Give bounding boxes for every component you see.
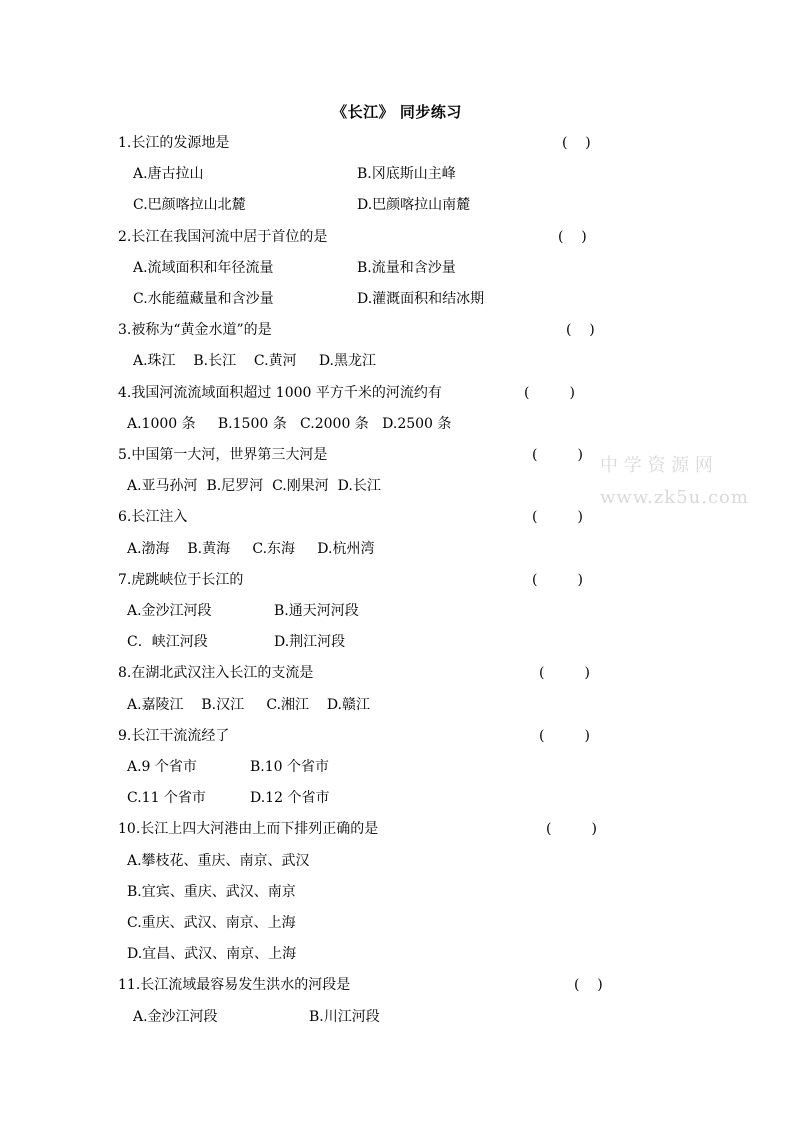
- question-9-answer-blank: ( ): [539, 728, 590, 744]
- question-3-stem: 3.被称为“黄金水道”的是: [118, 322, 272, 338]
- question-10-option-c: C.重庆、武汉、南京、上海: [127, 915, 296, 931]
- question-2-option-b: B.流量和含沙量: [357, 260, 456, 276]
- question-9-option-b: B.10 个省市: [250, 759, 330, 775]
- question-2-option-a: A.流域面积和年径流量: [133, 260, 274, 276]
- question-7-option-a: A.金沙江河段: [127, 603, 212, 619]
- question-10-option-a: A.攀枝花、重庆、南京、武汉: [127, 853, 310, 869]
- question-1-option-d: D.巴颜喀拉山南麓: [357, 197, 471, 213]
- question-4-answer-blank: ( ): [524, 385, 575, 401]
- question-9-option-d: D.12 个省市: [250, 790, 330, 806]
- question-2-answer-blank: ( ): [558, 229, 587, 245]
- question-11-option-b: B.川江河段: [309, 1009, 380, 1025]
- question-8-stem: 8.在湖北武汉注入长江的支流是: [118, 665, 314, 681]
- question-11-option-a: A.金沙江河段: [133, 1009, 218, 1025]
- question-1-option-c: C.巴颜喀拉山北麓: [133, 197, 246, 213]
- question-7-answer-blank: ( ): [532, 572, 583, 588]
- question-7-option-b: B.通天河河段: [274, 603, 359, 619]
- question-6-options: A.渤海 B.黄海 C.东海 D.杭州湾: [127, 541, 375, 557]
- question-3-answer-blank: ( ): [566, 322, 595, 338]
- question-10-option-d: D.宜昌、武汉、南京、上海: [127, 946, 297, 962]
- question-10-stem: 10.长江上四大河港由上而下排列正确的是: [118, 821, 379, 837]
- question-10-answer-blank: ( ): [546, 821, 597, 837]
- question-9-option-a: A.9 个省市: [127, 759, 197, 775]
- question-5-stem: 5.中国第一大河，世界第三大河是: [118, 447, 328, 463]
- question-2-stem: 2.长江在我国河流中居于首位的是: [118, 229, 328, 245]
- question-4-options: A.1000 条 B.1500 条 C.2000 条 D.2500 条: [127, 416, 452, 432]
- question-5-options: A.亚马孙河 B.尼罗河 C.刚果河 D.长江: [127, 478, 381, 494]
- question-1-option-b: B.冈底斯山主峰: [357, 166, 456, 182]
- question-5-answer-blank: ( ): [532, 447, 583, 463]
- watermark-line-1: 中 学 资 源 网: [600, 455, 713, 476]
- question-3-options: A.珠江 B.长江 C.黄河 D.黑龙江: [133, 353, 376, 369]
- question-1-answer-blank: ( ): [562, 135, 591, 151]
- question-9-option-c: C.11 个省市: [127, 790, 206, 806]
- question-8-options: A.嘉陵江 B.汉江 C.湘江 D.赣江: [127, 697, 370, 713]
- question-6-stem: 6.长江注入: [118, 509, 188, 525]
- question-2-option-d: D.灌溉面积和结冰期: [357, 291, 485, 307]
- page-title: 《长江》 同步练习: [332, 103, 462, 121]
- question-4-stem: 4.我国河流流域面积超过 1000 平方千米的河流约有: [118, 385, 442, 401]
- question-11-answer-blank: ( ): [574, 977, 603, 993]
- watermark-line-2: www.zk5u.com: [600, 487, 749, 508]
- question-7-option-c: C．峡江河段: [127, 634, 208, 650]
- question-10-option-b: B.宜宾、重庆、武汉、南京: [127, 884, 296, 900]
- watermark: [600, 450, 749, 514]
- question-1-stem: 1.长江的发源地是: [118, 135, 230, 151]
- question-9-stem: 9.长江干流流经了: [118, 728, 230, 744]
- question-8-answer-blank: ( ): [539, 665, 590, 681]
- question-6-answer-blank: ( ): [532, 509, 583, 525]
- question-11-stem: 11.长江流域最容易发生洪水的河段是: [118, 977, 351, 993]
- question-7-option-d: D.荆江河段: [274, 634, 346, 650]
- question-1-option-a: A.唐古拉山: [133, 166, 204, 182]
- question-7-stem: 7.虎跳峡位于长江的: [118, 572, 244, 588]
- question-2-option-c: C.水能蕴藏量和含沙量: [133, 291, 274, 307]
